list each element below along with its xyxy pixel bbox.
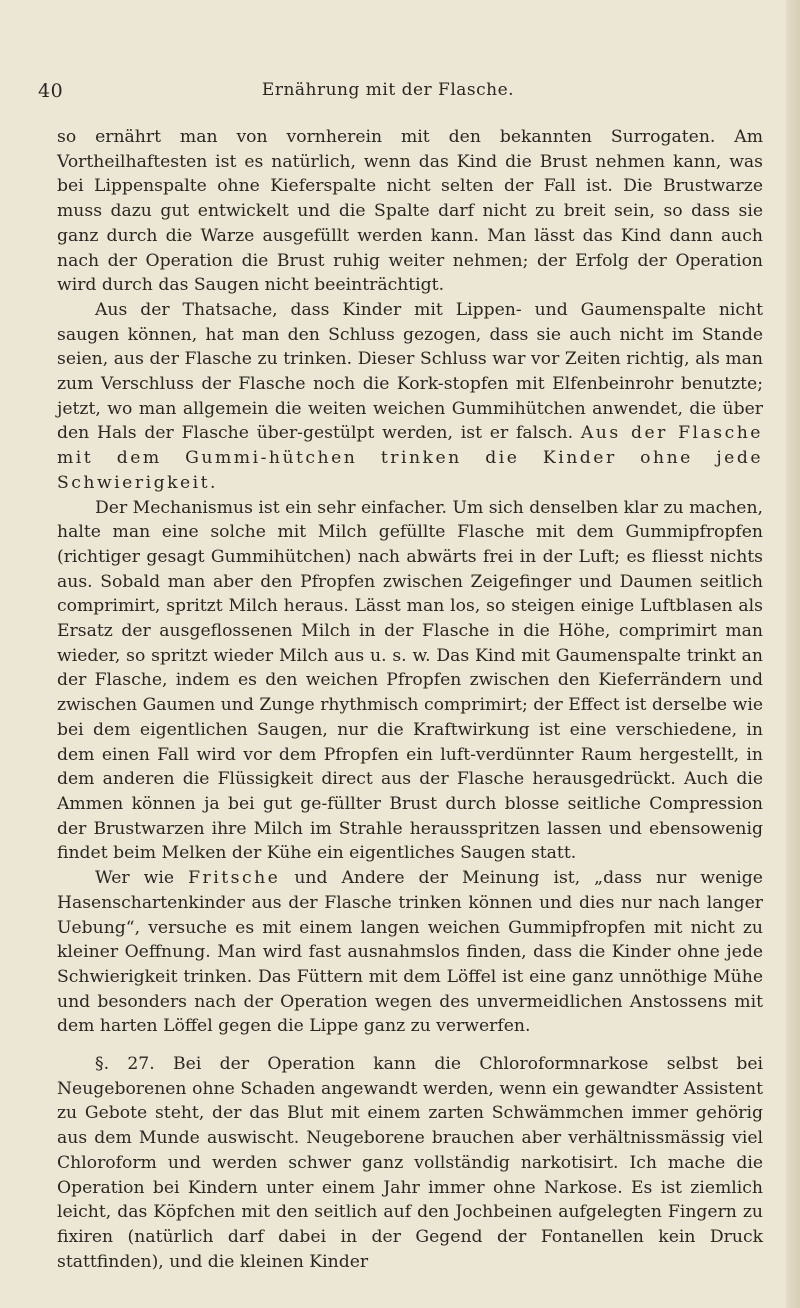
paragraph <box>57 866 763 1039</box>
paragraph-text: Aus der Thatsache, dass Kinder mit Lippen- und Gaumenspalte nicht saugen können, hat man den Schluss gezogen, dass sie auch nicht im Stande seien, aus der Flasche zu trinken. Dieser Schluss war vor Zeiten richtig, als man zum Verschluss der Flasche noch die Kork-stopfen mit Elfenbeinrohr benutzte; jetzt, wo man allgemein die weiten weichen Gummihütchen anwendet, die über den Hals der Flasche über-gestülpt werden, ist er falsch. <box>57 299 763 444</box>
page-number: 40 <box>38 80 64 102</box>
section-paragraph: §. 27. Bei der Operation kann die Chloroformnarkose selbst bei Neugeborenen ohne Schaden angewandt werden, wenn ein gewandter Assistent zu Gebote steht, der das Blut mit einem zarten Schwämmchen immer gehörig aus dem Munde auswischt. Neugeborene brauchen aber verhältnissmässig viel Chloroform und werden schwer ganz vollständig narkotisirt. Ich mache die Operation bei Kindern unter einem Jahr immer ohne Narkose. Es ist ziemlich leicht, das Köpfchen mit den seitlich auf den Jochbeinen aufgelegten Fingern zu fixiren (natürlich darf dabei in der Gegend der Fontanellen kein Druck stattfinden), und die kleinen Kinder <box>57 1054 763 1272</box>
emphasized-sentence: Aus der Flasche mit dem Gummi-hütchen trinken die Kinder ohne jede Schwierigkeit. <box>57 423 763 493</box>
paragraph: so ernährt man von vornherein mit den bekannten Surrogaten. Am Vortheilhaftesten ist es natürlich, wenn das Kind die Brust nehmen kann, was bei Lippenspalte ohne Kieferspalte nicht selten der Fall ist. Die Brustwarze muss dazu gut entwickelt und die Spalte darf nicht zu breit sein, so dass sie ganz durch die Warze ausgefüllt werden kann. Man lässt das Kind dann auch nach der Operation die Brust ruhig weiter nehmen; der Erfolg der Operation wird durch das Saugen nicht beeinträchtigt. <box>57 127 763 296</box>
paragraph-text: und Andere der Meinung ist, „dass nur wenige Hasenschartenkinder aus der Flasche trinken können und dies nur nach langer Uebung“, versuche es mit einem langen weichen Gummipfropfen mit nicht zu kleiner Oeffnung. Man wird fast ausnahmslos finden, dass die Kinder ohne jede Schwierigkeit trinken. Das Füttern mit dem Löffel ist eine ganz unnöthige Mühe und besonders nach der Operation wegen des unvermeidlichen Anstossens mit dem harten Löffel gegen die Lippe ganz zu verwerfen. <box>57 868 763 1037</box>
author-name: Fritsche <box>188 868 281 889</box>
page-edge <box>786 0 800 1308</box>
paragraph <box>57 298 763 496</box>
body-text <box>57 125 763 1274</box>
page-header <box>38 80 738 104</box>
paragraph: Der Mechanismus ist ein sehr einfacher. Um sich denselben klar zu machen, halte man eine solche mit Milch gefüllte Flasche mit dem Gummipfropfen (richtiger gesagt Gummihütchen) nach abwärts frei in der Luft; es fliesst nichts aus. Sobald man aber den Pfropfen zwischen Zeigefinger und Daumen seitlich comprimirt, spritzt Milch heraus. Lässt man los, so steigen einige Luftblasen als Ersatz der ausgeflossenen Milch in der Flasche in die Höhe, comprimirt man wieder, so spritzt wieder Milch aus u. s. w. Das Kind mit Gaumenspalte trinkt an der Flasche, indem es den weichen Pfropfen zwischen den Kieferrändern und zwischen Gaumen und Zunge rhythmisch comprimirt; der Effect ist derselbe wie bei dem eigentlichen Saugen, nur die Kraftwirkung ist eine verschiedene, in dem einen Fall wird vor dem Pfropfen ein luft-verdünnter Raum hergestellt, in dem anderen die Flüssigkeit direct aus der Flasche herausgedrückt. Auch die Ammen können ja bei gut ge-füllter Brust durch blosse seitliche Compression der Brustwarzen ihre Milch im Strahle herausspritzen lassen und ebensowenig findet beim Melken der Kühe ein eigentliches Saugen statt. <box>57 497 764 864</box>
paragraph-text: Wer wie <box>95 868 189 889</box>
running-title: Ernährung mit der Flasche. <box>261 80 515 100</box>
